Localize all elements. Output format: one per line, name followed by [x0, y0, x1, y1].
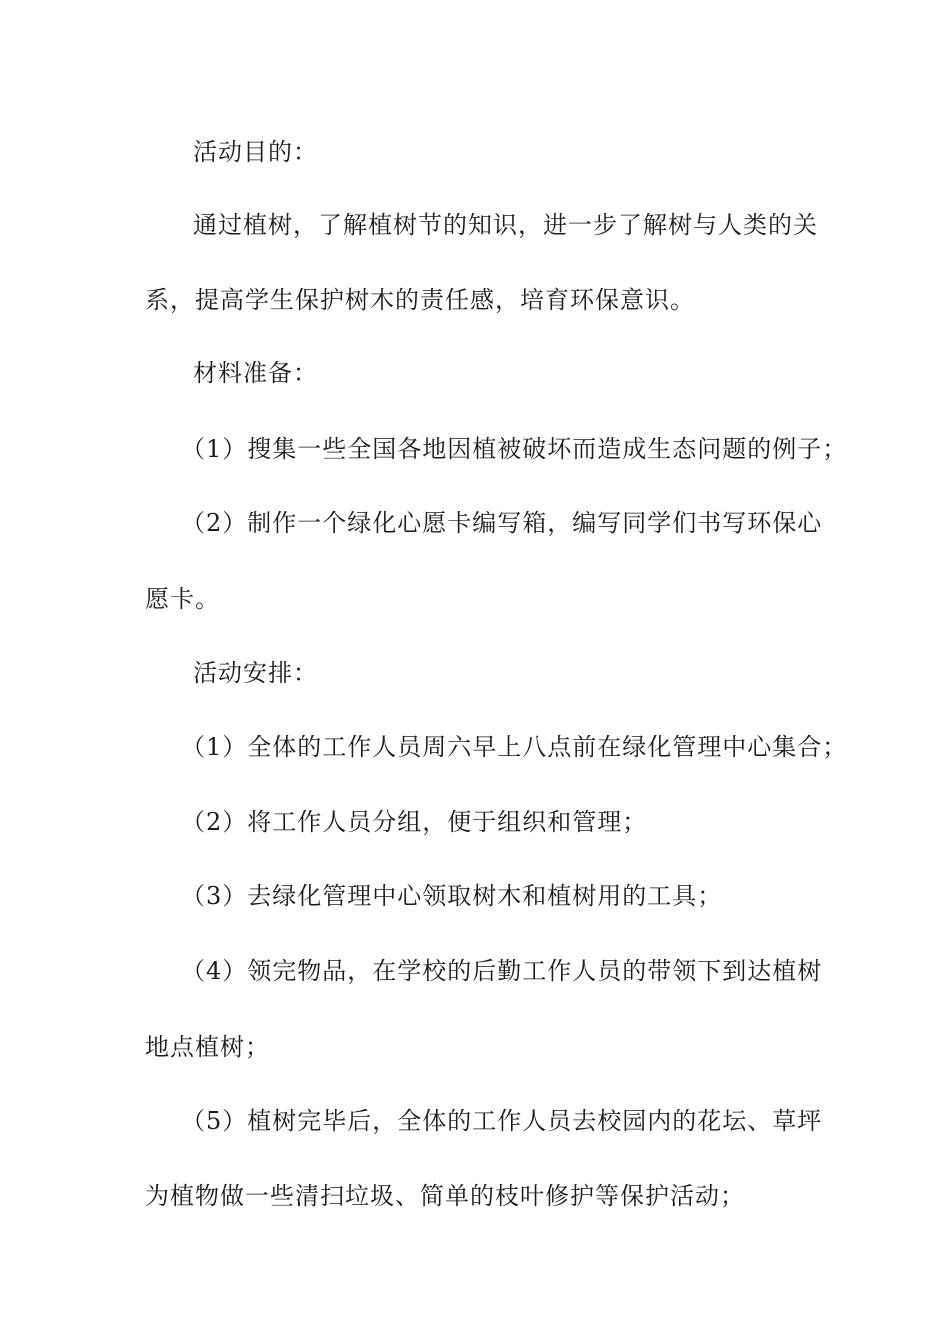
list-item-line: 愿卡。 [145, 585, 220, 613]
list-item-line: （3）去绿化管理中心领取树木和植树用的工具； [181, 882, 723, 910]
list-item-line: （1）全体的工作人员周六早上八点前在绿化管理中心集合； [181, 733, 848, 761]
list-item-line: （1）搜集一些全国各地因植被破坏而造成生态问题的例子； [181, 435, 848, 463]
list-item-line: 为植物做一些清扫垃圾、简单的枝叶修护等保护活动； [145, 1182, 745, 1210]
paragraph-line: 系，提高学生保护树木的责任感，培育环保意识。 [145, 286, 695, 314]
list-item-line: 地点植树； [145, 1033, 270, 1061]
list-item-line: （5）植树完毕后，全体的工作人员去校园内的花坛、草坪 [181, 1107, 823, 1135]
paragraph-line: 通过植树，了解植树节的知识，进一步了解树与人类的关 [193, 211, 818, 239]
list-item-line: （4）领完物品，在学校的后勤工作人员的带领下到达植树 [181, 957, 823, 985]
heading-activity-purpose: 活动目的： [193, 138, 318, 166]
heading-material-preparation: 材料准备： [193, 359, 318, 387]
list-item-line: （2）制作一个绿化心愿卡编写箱，编写同学们书写环保心 [181, 509, 823, 537]
list-item-line: （2）将工作人员分组，便于组织和管理； [181, 808, 648, 836]
heading-activity-arrangement: 活动安排： [193, 659, 318, 687]
